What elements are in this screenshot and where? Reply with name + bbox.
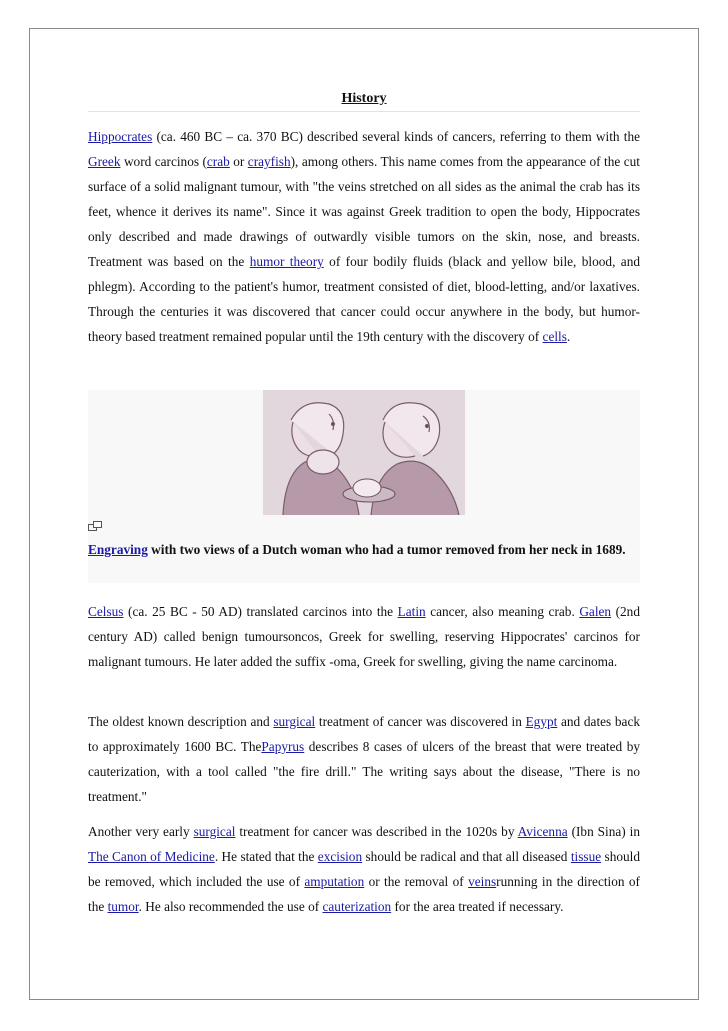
link-surgical[interactable]: surgical	[273, 714, 316, 729]
engraving-image[interactable]	[263, 390, 465, 515]
paragraph-egypt: The oldest known description and surgical treatment of cancer was discovered in Egypt and dates back to approximately 1600 BC. ThePapyrus describes 8 cases of ulcers of the breast that were treated by cauterization, with a tool called "the fire drill." The writing says about the disease, "There is no treatment."	[88, 714, 641, 804]
link-greek[interactable]: Greek	[88, 154, 121, 169]
link-engraving[interactable]: Engraving	[88, 542, 148, 557]
link-galen[interactable]: Galen	[579, 604, 612, 619]
link-egypt[interactable]: Egypt	[525, 714, 558, 729]
link-humor-theory[interactable]: humor theory	[249, 254, 324, 269]
link-celsus[interactable]: Celsus	[88, 604, 124, 619]
link-excision[interactable]: excision	[317, 849, 363, 864]
link-amputation[interactable]: amputation	[304, 874, 365, 889]
link-surgical-2[interactable]: surgical	[193, 824, 236, 839]
link-avicenna[interactable]: Avicenna	[517, 824, 568, 839]
link-veins[interactable]: veins	[468, 874, 497, 889]
link-cells[interactable]: cells	[542, 329, 567, 344]
link-cauterization[interactable]: cauterization	[322, 899, 392, 914]
link-crayfish[interactable]: crayfish	[247, 154, 291, 169]
enlarge-icon[interactable]	[88, 521, 102, 531]
link-tissue[interactable]: tissue	[570, 849, 602, 864]
link-canon-of-medicine[interactable]: The Canon of Medicine	[88, 849, 215, 864]
link-hippocrates[interactable]: Hippocrates	[88, 129, 153, 144]
title-divider	[88, 111, 640, 112]
page-title: History	[341, 91, 387, 106]
figure-caption: Engraving with two views of a Dutch woman who had a tumor removed from her neck in 1689.	[88, 542, 626, 557]
paragraph-hippocrates: Hippocrates (ca. 460 BC – ca. 370 BC) described several kinds of cancers, referring to them with the Greek word carcinos (crab or crayfish), among others. This name comes from the appearance of the cut surface of a solid malignant tumour, with "the veins stretched on all sides as the animal the crab has its feet, whence it derives its name". Since it was against Greek tradition to open the body, Hippocrates only described and made drawings of outwardly visible tumors on the skin, nose, and breasts. Treatment was based on the humor theory of four bodily fluids (black and yellow bile, blood, and phlegm). According to the patient's humor, treatment consisted of diet, blood-letting, and/or laxatives. Through the centuries it was discovered that cancer could occur anywhere in the body, but humor-theory based treatment remained popular until the 19th century with the discovery of cells.	[88, 129, 640, 344]
paragraph-avicenna: Another very early surgical treatment for cancer was described in the 1020s by Avicenna (Ibn Sina) in The Canon of Medicine. He stated that the excision should be radical and that all diseased tissue should be removed, which included the use of amputation or the removal of veinsrunning in the direction of the tumor. He also recommended the use of cauterization for the area treated if necessary.	[88, 824, 640, 914]
figure-engraving	[88, 390, 640, 583]
link-tumor[interactable]: tumor	[107, 899, 139, 914]
link-crab[interactable]: crab	[206, 154, 230, 169]
link-papyrus[interactable]: Papyrus	[261, 739, 305, 754]
link-latin[interactable]: Latin	[397, 604, 426, 619]
paragraph-celsus: Celsus (ca. 25 BC - 50 AD) translated carcinos into the Latin cancer, also meaning crab. Galen (2nd century AD) called benign tumoursoncos, Greek for swelling, reserving Hippocrates' carcinos for malignant tumours. He later added the suffix -oma, Greek for swelling, giving the name carcinoma.	[88, 604, 640, 669]
